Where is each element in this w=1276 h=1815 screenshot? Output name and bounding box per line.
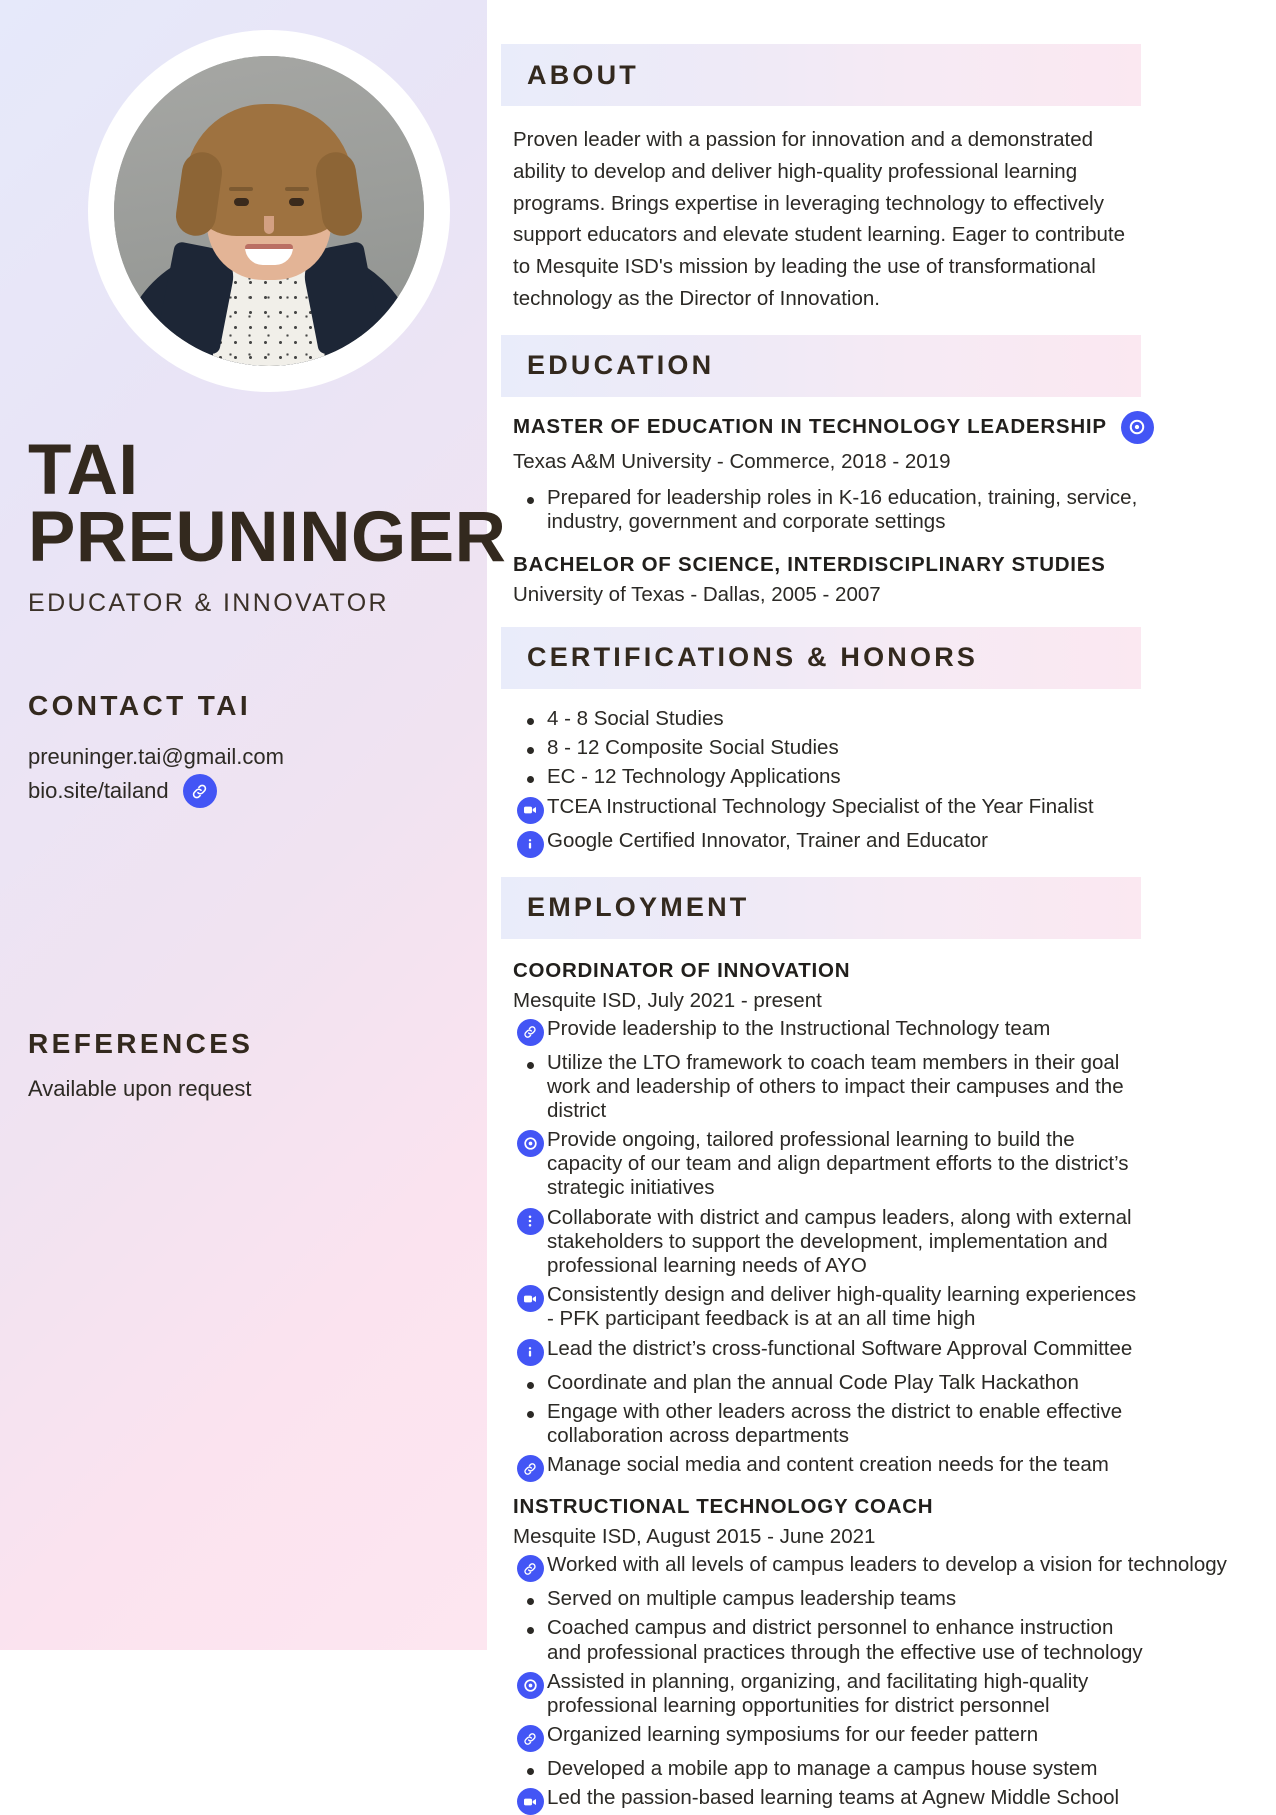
bullet-text: Led the passion-based learning teams at Agnew Middle School — [547, 1786, 1120, 1810]
list-item — [513, 795, 1252, 824]
job-bullets-2 — [513, 1553, 1252, 1815]
degree-label: MASTER OF EDUCATION IN TECHNOLOGY LEADERSHIP — [513, 415, 1107, 439]
certifications-heading: CERTIFICATIONS & HONORS — [527, 642, 979, 673]
video-camera-icon[interactable] — [517, 797, 544, 824]
education-entry-school: Texas A&M University - Commerce, 2018 - 2019 — [513, 449, 951, 473]
bullet-dot-icon — [527, 1627, 534, 1634]
contact-section — [28, 690, 468, 808]
bullet-text: Provide ongoing, tailored professional learning to build the capacity of our team and align department efforts to the district’s strategic initiatives — [547, 1128, 1129, 1200]
about-text: Proven leader with a passion for innovation and a demonstrated ability to develop and deliver high-quality professional learning programs. Brings expertise in leveraging technology to effectively support educators and elevate student learning. Eager to contribute to Mesquite ISD's mission by leading the use of transformational technology as the Director of Innovation. — [513, 128, 1125, 310]
profile-photo — [88, 30, 450, 392]
name-block — [28, 431, 507, 618]
list-item — [513, 1786, 1252, 1815]
video-camera-icon[interactable] — [517, 1285, 544, 1312]
bullet-text: Coordinate and plan the annual Code Play Talk Hackathon — [547, 1370, 1079, 1394]
bullet-dot-icon — [527, 718, 534, 725]
degree-label: BACHELOR OF SCIENCE, INTERDISCIPLINARY STUDIES — [513, 552, 1106, 576]
video-camera-icon[interactable] — [517, 1788, 544, 1815]
job-title-label: INSTRUCTIONAL TECHNOLOGY COACH — [513, 1495, 934, 1519]
job-title: EDUCATOR & INNOVATOR — [28, 589, 390, 618]
list-item — [513, 1757, 1252, 1781]
list-item — [513, 486, 1252, 534]
contact-heading: CONTACT TAI — [28, 690, 251, 721]
bullet-text: Provide leadership to the Instructional Technology team — [547, 1016, 1051, 1040]
references-section — [28, 1028, 468, 1102]
contact-email-row — [28, 740, 468, 774]
bullet-text: Utilize the LTO framework to coach team members in their goal work and leadership of others to impact their campuses and the district — [547, 1050, 1124, 1122]
bullet-dot-icon — [527, 1382, 534, 1389]
list-item — [513, 707, 1252, 731]
contact-website-row — [28, 774, 468, 808]
list-item — [513, 1400, 1252, 1448]
record-circle-icon[interactable] — [517, 1672, 544, 1699]
certification-text: 8 - 12 Composite Social Studies — [547, 736, 839, 760]
education-bullets — [513, 486, 1252, 534]
references-text: Available upon request — [28, 1076, 252, 1101]
more-vertical-icon[interactable] — [517, 1208, 544, 1235]
section-header-education — [501, 335, 1141, 397]
link-icon[interactable] — [517, 1555, 544, 1582]
education-entry-school-2: University of Texas - Dallas, 2005 - 2007 — [513, 582, 881, 606]
list-item — [513, 1371, 1252, 1395]
list-item — [513, 829, 1252, 858]
sidebar — [0, 0, 507, 1650]
bullet-dot-icon — [527, 1062, 534, 1069]
list-item — [513, 1553, 1252, 1582]
bullet-text: Prepared for leadership roles in K-16 education, training, service, industry, government and corporate settings — [547, 485, 1138, 533]
list-item — [513, 1616, 1252, 1664]
link-icon[interactable] — [517, 1725, 544, 1752]
list-item — [513, 1337, 1252, 1366]
section-header-about — [501, 44, 1141, 106]
link-icon[interactable] — [183, 774, 217, 808]
bullet-text: Assisted in planning, organizing, and facilitating high-quality professional learning opportunities for district personnel — [547, 1669, 1089, 1717]
job-title-2 — [513, 1495, 1252, 1519]
record-circle-icon[interactable] — [517, 1130, 544, 1157]
bullet-text: Manage social media and content creation needs for the team — [547, 1453, 1109, 1477]
bullet-text: Lead the district’s cross-functional Software Approval Committee — [547, 1336, 1133, 1360]
job-meta-1: Mesquite ISD, July 2021 - present — [513, 988, 822, 1012]
website-text[interactable]: bio.site/tailand — [28, 778, 169, 804]
list-item — [513, 1283, 1252, 1331]
last-name: PREUNINGER — [28, 497, 507, 577]
avatar — [114, 56, 424, 366]
link-icon[interactable] — [517, 1455, 544, 1482]
certifications-list — [513, 707, 1252, 858]
list-item — [513, 1128, 1252, 1201]
job-bullets-1 — [513, 1017, 1252, 1483]
certification-text: TCEA Instructional Technology Specialist of the Year Finalist — [547, 794, 1094, 818]
list-item — [513, 1017, 1252, 1046]
bullet-text: Organized learning symposiums for our feeder pattern — [547, 1723, 1039, 1747]
first-name: TAI — [28, 431, 139, 510]
list-item — [513, 1453, 1252, 1482]
email-text[interactable]: preuninger.tai@gmail.com — [28, 744, 284, 769]
bullet-dot-icon — [527, 1768, 534, 1775]
references-heading: REFERENCES — [28, 1028, 254, 1059]
bullet-dot-icon — [527, 1411, 534, 1418]
bullet-text: Developed a mobile app to manage a campus house system — [547, 1757, 1098, 1781]
about-heading: ABOUT — [527, 59, 639, 90]
job-title-label: COORDINATOR OF INNOVATION — [513, 958, 851, 982]
link-icon[interactable] — [517, 1019, 544, 1046]
list-item — [513, 765, 1252, 789]
employment-heading: EMPLOYMENT — [527, 892, 750, 923]
certification-text: 4 - 8 Social Studies — [547, 706, 724, 730]
list-item — [513, 1670, 1252, 1718]
education-heading: EDUCATION — [527, 350, 715, 381]
job-title-1 — [513, 959, 1252, 983]
bullet-text: Served on multiple campus leadership teams — [547, 1587, 957, 1611]
record-circle-icon[interactable] — [1121, 411, 1154, 444]
bullet-text: Engage with other leaders across the district to enable effective collaboration across departments — [547, 1399, 1123, 1447]
bullet-text: Collaborate with district and campus leaders, along with external stakeholders to support the development, implementation and professional learning needs of AYO — [547, 1205, 1132, 1278]
job-meta-2: Mesquite ISD, August 2015 - June 2021 — [513, 1525, 876, 1549]
list-item — [513, 736, 1252, 760]
list-item — [513, 1723, 1252, 1752]
education-entry-title — [513, 411, 1252, 444]
bullet-text: Coached campus and district personnel to enhance instruction and professional practices through the effective use of technology — [547, 1616, 1143, 1664]
info-icon[interactable] — [517, 1339, 544, 1366]
list-item — [513, 1587, 1252, 1611]
bullet-text: Worked with all levels of campus leaders to develop a vision for technology — [547, 1553, 1227, 1577]
certification-text: Google Certified Innovator, Trainer and Educator — [547, 828, 989, 852]
list-item — [513, 1051, 1252, 1124]
main-content — [487, 0, 1276, 1810]
info-icon[interactable] — [517, 831, 544, 858]
bullet-dot-icon — [527, 776, 534, 783]
bullet-dot-icon — [527, 497, 534, 504]
certification-text: EC - 12 Technology Applications — [547, 765, 841, 789]
section-header-certifications — [501, 627, 1141, 689]
section-header-employment — [501, 877, 1141, 939]
bullet-dot-icon — [527, 747, 534, 754]
education-entry-title-2 — [513, 553, 1252, 577]
bullet-dot-icon — [527, 1598, 534, 1605]
bullet-text: Consistently design and deliver high-quality learning experiences - PFK participant feedback is at an all time high — [547, 1283, 1137, 1331]
list-item — [513, 1206, 1252, 1279]
